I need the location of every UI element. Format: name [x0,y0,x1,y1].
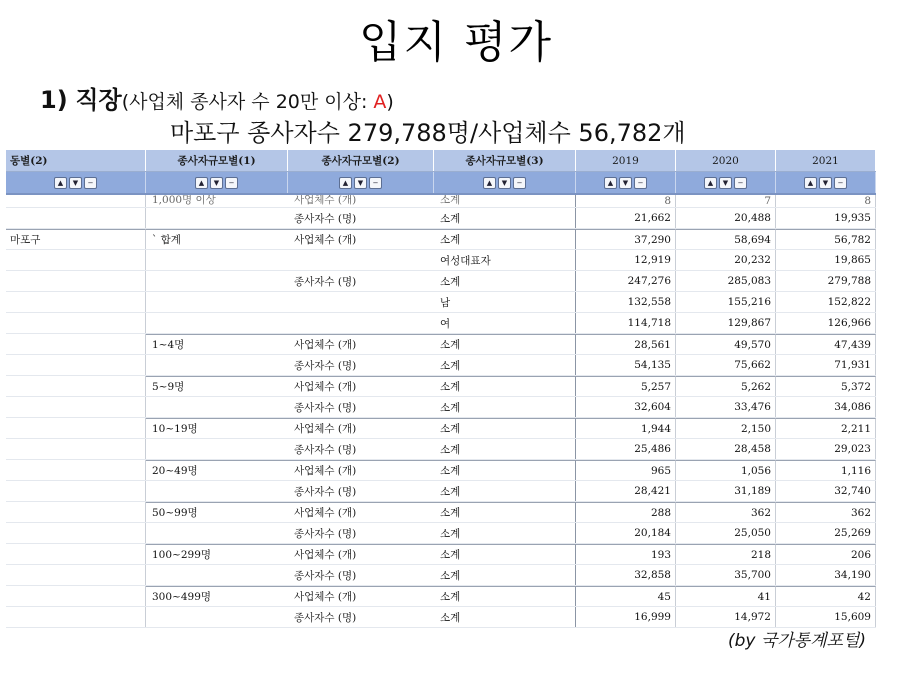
cell-size-3: 소계 [434,271,576,291]
cell-size-3: 소계 [434,565,576,585]
slide-title: 입지 평가 [358,17,553,68]
column-controls [776,172,876,193]
header-2020[interactable]: 2020 [676,150,776,171]
move-down-icon[interactable]: ▼ [354,177,367,189]
cell-size-2 [288,292,434,312]
cell-2020: 33,476 [676,397,776,417]
cell-size-1: 50~99명 [146,502,288,522]
cell-2021: 126,966 [776,313,876,333]
cell-2020: 75,662 [676,355,776,375]
cell-size-2: 종사자수 (명) [294,212,357,225]
cell-size-1 [146,355,288,375]
cell-2019: 20,184 [576,523,676,543]
cell-2021: 29,023 [776,439,876,459]
cell-district [6,397,146,417]
cell-size-1: 300~499명 [146,586,288,606]
table-row [6,334,876,355]
item-number: 1) [40,86,68,114]
cell-size-3: 소계 [434,376,576,396]
cell-size-2: 사업체수 (개) [288,418,434,438]
cell-size-1 [146,439,288,459]
cell-size-1 [146,481,288,501]
cell-size-1 [146,271,288,291]
condition-close: ) [386,91,394,113]
cell-district [6,292,146,312]
column-controls-row [6,172,876,195]
cell-size-1 [146,208,288,228]
move-down-icon[interactable]: ▼ [819,177,832,189]
column-controls [434,172,576,193]
cell-2021: 206 [776,544,876,564]
cell-2021: 152,822 [776,292,876,312]
cell-size-1 [146,565,288,585]
header-2021[interactable]: 2021 [776,150,876,171]
cell-size-1 [146,397,288,417]
cell-size-3: 소계 [434,544,576,564]
cell-2020: 31,189 [676,481,776,501]
cell-size-2: 사업체수 (개) [288,229,434,249]
cell-size-3: 남 [434,292,576,312]
cell-size-3: 여 [434,313,576,333]
cell-2021: 5,372 [776,376,876,396]
table-row [6,607,876,628]
table-row [6,271,876,292]
move-up-icon[interactable]: ▲ [704,177,717,189]
cell-size-2 [288,250,434,270]
cell-2019: 132,558 [576,292,676,312]
cell-size-1 [146,523,288,543]
cell-2021: 56,782 [776,229,876,249]
cell-2019: 32,858 [576,565,676,585]
table-row [6,439,876,460]
cell-size-3: 소계 [434,208,576,228]
cell-2019: 28,421 [576,481,676,501]
cell-size-2: 사업체수 (개) [288,376,434,396]
cell-2020: 49,570 [676,334,776,354]
cell-size-3: 소계 [434,586,576,606]
table-row [6,544,876,565]
table-row [6,376,876,397]
cell-size-1 [146,607,288,627]
cell-size-2: 사업체수 (개) [288,334,434,354]
move-down-icon[interactable]: ▼ [69,177,82,189]
cell-size-1 [146,250,288,270]
move-up-icon[interactable]: ▲ [604,177,617,189]
criteria-line [40,80,394,115]
cell-size-1: 100~299명 [146,544,288,564]
cell-size-3: 소계 [434,439,576,459]
cell-district [6,607,146,627]
cell-2021: 34,190 [776,565,876,585]
cell-2019: 193 [576,544,676,564]
cell-2021: 1,116 [776,460,876,480]
cell-size-3: 소계 [434,460,576,480]
table-row [6,208,876,229]
cell-size-3: 소계 [434,481,576,501]
cell-size-2: 종사자수 (명) [294,485,357,498]
collapse-icon[interactable]: − [84,177,97,189]
cell-2021: 2,211 [776,418,876,438]
cell-2020: 285,083 [676,271,776,291]
table-row [6,481,876,502]
cell-2021: 19,935 [776,208,876,228]
cell-2020: 35,700 [676,565,776,585]
cell-size-3: 소계 [434,607,576,627]
table-row [6,523,876,544]
cell-2020: 1,056 [676,460,776,480]
cell-size-3: 소계 [434,397,576,417]
cell-size-2: 사업체수 (개) [288,544,434,564]
cell-2021: 71,931 [776,355,876,375]
column-controls [288,172,434,193]
column-controls [576,172,676,193]
cell-2019: 28,561 [576,334,676,354]
cell-2020: 58,694 [676,229,776,249]
collapse-icon[interactable]: − [834,177,847,189]
cell-district [6,460,146,480]
cell-size-2: 종사자수 (명) [294,569,357,582]
move-down-icon[interactable]: ▼ [498,177,511,189]
cell-district: 마포구 [6,229,146,249]
cell-size-2: 사업체수 (개) [288,460,434,480]
header-size-2[interactable]: 종사자규모별(2) [288,150,434,171]
cell-size-1 [146,292,288,312]
cell-2020: 28,458 [676,439,776,459]
cell-size-2: 사업체수 (개) [288,502,434,522]
cell-size-2: 종사자수 (명) [294,401,357,414]
cell-district [6,565,146,585]
header-2019[interactable]: 2019 [576,150,676,171]
cell-size-1: 1,000명 이상 [152,195,216,206]
cell-2019: 37,290 [576,229,676,249]
cell-2019: 32,604 [576,397,676,417]
cell-2019: 5,257 [576,376,676,396]
cell-2021: 32,740 [776,481,876,501]
cell-size-2: 사업체수 (개) [288,586,434,606]
table-row [6,586,876,607]
cell-district [6,418,146,438]
cell-2020: 5,262 [676,376,776,396]
statistics-table [6,150,876,628]
cell-size-3: 여성대표자 [434,250,576,270]
table-row [6,229,876,250]
column-controls [146,172,288,193]
cell-size-3: 소계 [434,195,576,207]
cell-district [6,544,146,564]
table-row [6,460,876,481]
cell-2021: 47,439 [776,334,876,354]
cell-size-2 [288,313,434,333]
cell-2021: 279,788 [776,271,876,291]
cell-2020: 362 [676,502,776,522]
cell-2019: 25,486 [576,439,676,459]
cell-size-2: 종사자수 (명) [294,611,357,624]
cell-district [6,586,146,606]
cell-district [6,355,146,375]
cell-2020: 7 [676,195,776,207]
cell-2019: 1,944 [576,418,676,438]
table-header-row [6,150,876,172]
cell-district [6,439,146,459]
move-down-icon[interactable]: ▼ [210,177,223,189]
move-down-icon[interactable]: ▼ [719,177,732,189]
cell-2019: 16,999 [576,607,676,627]
cell-2021: 25,269 [776,523,876,543]
cell-size-2: 종사자수 (명) [294,359,357,372]
table-row [6,355,876,376]
cell-2021: 19,865 [776,250,876,270]
cell-district [6,313,146,333]
cell-district [6,376,146,396]
cell-district [6,208,146,228]
cell-2019: 54,135 [576,355,676,375]
move-up-icon[interactable]: ▲ [54,177,67,189]
move-up-icon[interactable]: ▲ [483,177,496,189]
cell-size-1: ` 합계 [146,229,288,249]
header-size-1[interactable]: 종사자규모별(1) [146,150,288,171]
cell-size-3: 소계 [434,523,576,543]
cell-size-2: 종사자수 (명) [294,443,357,456]
condition-open: (사업체 종사자 수 20만 이상: [121,91,374,113]
cell-district [6,271,146,291]
collapse-icon[interactable]: − [734,177,747,189]
table-row [6,292,876,313]
cell-2019: 247,276 [576,271,676,291]
table-row [6,565,876,586]
cell-district [6,502,146,522]
move-up-icon[interactable]: ▲ [195,177,208,189]
cell-size-3: 소계 [434,355,576,375]
cell-2019: 12,919 [576,250,676,270]
move-down-icon[interactable]: ▼ [619,177,632,189]
cell-2019: 965 [576,460,676,480]
collapse-icon[interactable]: − [634,177,647,189]
cell-size-1: 5~9명 [146,376,288,396]
cell-size-1: 20~49명 [146,460,288,480]
table-row [6,397,876,418]
table-body [6,195,876,628]
cell-2019: 114,718 [576,313,676,333]
cell-size-2: 종사자수 (명) [294,275,357,288]
cell-2020: 155,216 [676,292,776,312]
collapse-icon[interactable]: − [513,177,526,189]
cell-2020: 14,972 [676,607,776,627]
grade-letter: A [373,91,387,113]
cell-district [6,523,146,543]
cell-2021: 362 [776,502,876,522]
cell-2020: 129,867 [676,313,776,333]
cell-2019: 288 [576,502,676,522]
column-controls [676,172,776,193]
table-row [6,250,876,271]
table-row [6,502,876,523]
cell-size-3: 소계 [434,229,576,249]
cell-size-1 [146,313,288,333]
cell-size-1: 1~4명 [146,334,288,354]
collapse-icon[interactable]: − [225,177,238,189]
cell-2021: 42 [776,586,876,606]
cell-size-3: 소계 [434,334,576,354]
cell-size-3: 소계 [434,502,576,522]
column-controls [6,172,146,193]
move-up-icon[interactable]: ▲ [339,177,352,189]
table-row [6,195,876,208]
cell-district [6,195,146,207]
cell-district [6,250,146,270]
cell-district [6,334,146,354]
header-size-3[interactable]: 종사자규모별(3) [434,150,576,171]
cell-2020: 41 [676,586,776,606]
cell-2021: 8 [776,195,876,207]
cell-size-1: 10~19명 [146,418,288,438]
cell-2020: 218 [676,544,776,564]
cell-2020: 20,488 [676,208,776,228]
move-up-icon[interactable]: ▲ [804,177,817,189]
table-row [6,313,876,334]
source-caption: (by 국가통계포털) [727,631,866,651]
cell-2019: 21,662 [576,208,676,228]
cell-2019: 8 [576,195,676,207]
cell-2021: 15,609 [776,607,876,627]
cell-size-3: 소계 [434,418,576,438]
cell-2020: 20,232 [676,250,776,270]
cell-district [6,481,146,501]
cell-size-2: 사업체수 (개) [294,195,357,206]
table-row [6,418,876,439]
cell-2020: 2,150 [676,418,776,438]
header-district[interactable]: 동별(2) [6,150,146,171]
collapse-icon[interactable]: − [369,177,382,189]
cell-2020: 25,050 [676,523,776,543]
cell-2021: 34,086 [776,397,876,417]
summary-line: 마포구 종사자수 279,788명/사업체수 56,782개 [170,119,686,147]
cell-2019: 45 [576,586,676,606]
item-label: 직장 [75,86,122,114]
cell-size-2: 종사자수 (명) [294,527,357,540]
